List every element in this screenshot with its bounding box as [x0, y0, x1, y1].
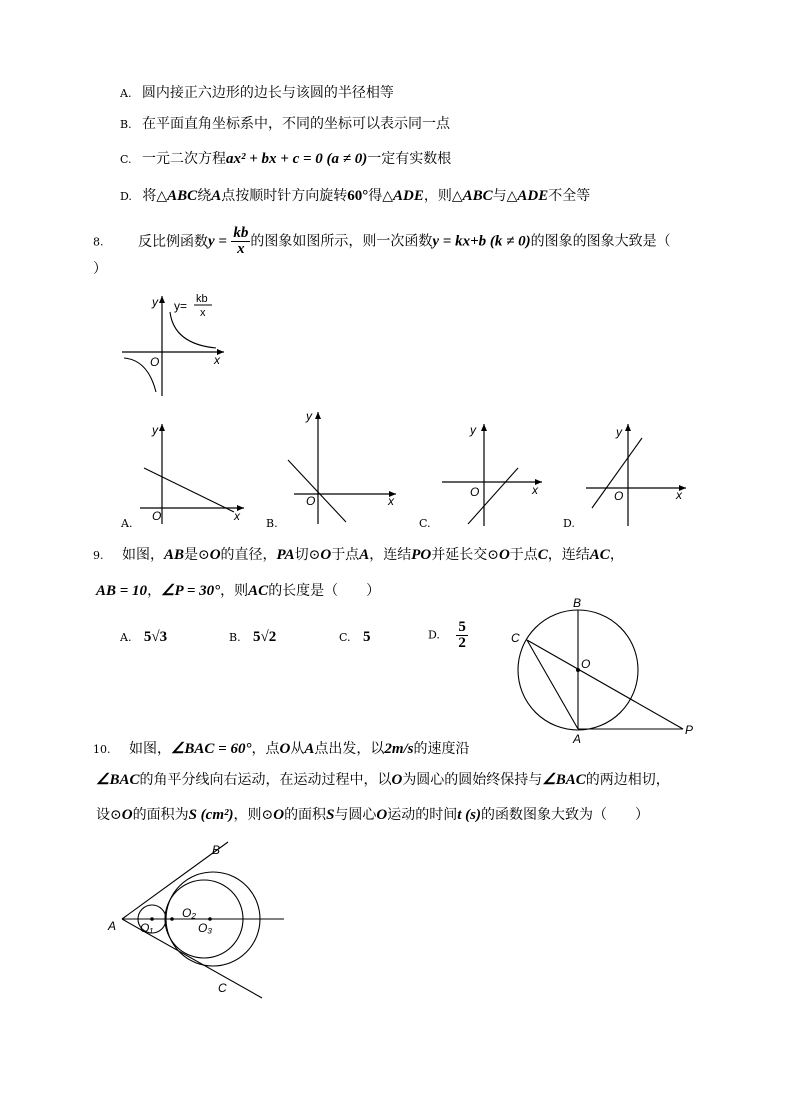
q8-option-b-graph [280, 408, 402, 528]
q8-option-c-graph [438, 420, 546, 528]
svg-text:B: B [212, 843, 221, 857]
y-arrow-icon [481, 424, 487, 431]
q9-stem-line2: AB = 10，∠P = 30°，则AC的长度是（ ） [96, 583, 381, 599]
svg-text:P: P [685, 723, 694, 737]
q8-option-a-label[interactable]: A. [121, 517, 133, 530]
center-dot [576, 668, 580, 672]
svg-text:O₃: O₃ [198, 921, 213, 935]
x-label: x [214, 353, 220, 367]
q9-option-c[interactable]: C. 5 [339, 629, 371, 645]
q8-option-b-label[interactable]: B. [266, 517, 278, 530]
q9-option-a[interactable]: A. 5√3 [120, 629, 168, 645]
line [144, 468, 234, 512]
eq-label: y= [174, 299, 188, 313]
svg-text:B: B [573, 596, 582, 610]
svg-text:x: x [532, 483, 538, 497]
svg-text:O₁: O₁ [140, 921, 154, 935]
line-ac [527, 640, 578, 729]
svg-text:O: O [614, 489, 624, 503]
eq-num: kb [196, 293, 208, 305]
q8-option-c-label[interactable]: C. [419, 517, 431, 530]
q8-stem: 8. 反比例函数y = $\frac{kb}{x}$ 的图象如图所示，则一次函数y = kx+b (k ≠ 0)的图象的图象大致是（ [93, 225, 671, 257]
q10-figure [100, 838, 290, 1000]
svg-text:C: C [218, 981, 227, 995]
svg-text:y: y [470, 423, 476, 437]
y-label: y [152, 295, 158, 309]
svg-text:O: O [152, 509, 162, 523]
svg-text:O: O [470, 485, 480, 499]
svg-text:y: y [152, 423, 158, 437]
svg-text:O: O [306, 494, 316, 508]
q7-option-c: C. 一元二次方程ax² + bx + c = 0 (a ≠ 0)一定有实数根 [120, 151, 452, 167]
q9-option-b[interactable]: B. 5√2 [229, 629, 277, 645]
svg-text:A: A [108, 919, 117, 933]
q8-option-a-graph [130, 420, 248, 528]
q10-stem-line2: ∠BAC的角平分线向右运动，在运动过程中，以O为圆心的圆始终保持与∠BAC的两边相切， [96, 772, 670, 788]
q7-option-b: B. 在平面直角坐标系中，不同的坐标可以表示同一点 [120, 116, 451, 132]
line [288, 460, 346, 522]
q9-figure [505, 596, 705, 746]
y-arrow-icon [315, 412, 321, 419]
y-arrow-icon [159, 424, 165, 431]
svg-text:y: y [306, 409, 312, 423]
svg-text:C: C [511, 631, 520, 645]
eq-den: x [200, 307, 206, 319]
line-pc [527, 640, 683, 729]
hyperbola-branch-1 [170, 312, 216, 348]
y-arrow-icon [159, 296, 165, 303]
svg-text:x: x [234, 509, 240, 523]
q7-option-a: A. 圆内接正六边形的边长与该圆的半径相等 [120, 85, 394, 101]
q8-option-d-graph [582, 420, 690, 528]
q8-main-graph [118, 290, 230, 398]
svg-text:x: x [676, 488, 682, 502]
q10-stem-line1: 10. 如图，∠BAC = 60°，点O从A点出发，以2m/s的速度沿 [93, 741, 470, 757]
svg-text:O: O [581, 657, 591, 671]
q8-option-d-label[interactable]: D. [563, 517, 575, 530]
svg-text:x: x [388, 494, 394, 508]
q8-close-paren: ） [93, 261, 107, 277]
q9-option-d[interactable]: D. $\frac{5}{2}$ [428, 619, 466, 651]
svg-text:A: A [573, 732, 582, 746]
svg-text:y: y [616, 425, 622, 439]
svg-text:O₂: O₂ [182, 906, 196, 920]
q9-stem-line1: 9. 如图，AB是⊙O的直径，PA切⊙O于点A，连结PO并延长交⊙O于点C，连结AC， [93, 547, 624, 563]
y-arrow-icon [625, 424, 631, 431]
q10-stem-line3: 设⊙O的面积为S (cm²)，则⊙O的面积S与圆心O运动的时间t (s)的函数图象大致为（ ） [96, 807, 649, 823]
q8-fraction: $\frac{kb}{x}$ [233, 225, 249, 257]
origin-label: O [150, 355, 160, 369]
q7-option-d: D. 将△ABC绕A点按顺时针方向旋转60°得△ADE，则△ABC与△ADE不全等 [120, 188, 591, 204]
